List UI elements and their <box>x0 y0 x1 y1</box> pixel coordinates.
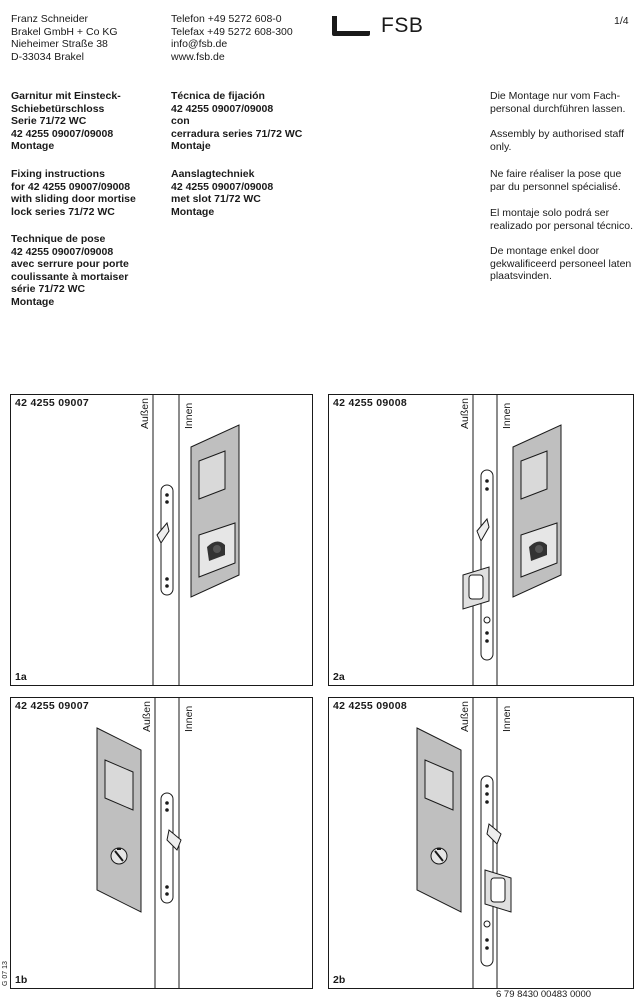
panel-article-code: 42 4255 09008 <box>333 700 407 712</box>
inside-label: Innen <box>183 402 195 429</box>
door-diagram <box>11 698 312 988</box>
door-diagram <box>11 395 312 685</box>
note-en: Assembly by authorised staff only. <box>490 128 625 153</box>
brand-logo <box>329 14 439 40</box>
diagram-panel-1a <box>10 394 313 686</box>
note-fr: Ne faire réaliser la pose que par du personnel spécialisé. <box>490 168 622 193</box>
note-de: Die Montage nur vom Fach- personal durchführen lassen. <box>490 90 626 115</box>
panel-step-number: 1a <box>15 671 27 683</box>
panel-article-code: 42 4255 09007 <box>15 700 89 712</box>
title-es: Técnica de fijación 42 4255 09007/09008 con cerradura series 71/72 WC Montaje <box>171 90 303 152</box>
note-es: El montaje solo podrá ser realizado por personal técnico. <box>490 207 634 232</box>
diagram-panel-1b <box>10 697 313 989</box>
contact-info: Telefon +49 5272 608-0 Telefax +49 5272 608-300 info@fsb.de www.fsb.de <box>171 13 293 63</box>
door-diagram <box>329 698 633 988</box>
handle-logo-icon <box>329 16 371 38</box>
brand-name: FSB <box>381 14 424 37</box>
title-en: Fixing instructions for 42 4255 09007/09008 with sliding door mortise lock series 71/72 WC <box>11 168 136 218</box>
article-number: 6 79 8430 00483 0000 <box>496 989 592 1000</box>
title-fr: Technique de pose 42 4255 09007/09008 avec serrure pour porte coulissante à mortaiser série 71/72 WC Montage <box>11 233 129 308</box>
door-diagram <box>329 395 633 685</box>
panel-step-number: 1b <box>15 974 28 986</box>
panel-step-number: 2a <box>333 671 345 683</box>
title-nl: Aanslagtechniek 42 4255 09007/09008 met slot 71/72 WC Montage <box>171 168 274 218</box>
panel-article-code: 42 4255 09008 <box>333 397 407 409</box>
page-number: 1/4 <box>614 15 629 27</box>
company-address: Franz Schneider Brakel GmbH + Co KG Nieheimer Straße 38 D-33034 Brakel <box>11 13 118 63</box>
diagram-panel-2a <box>328 394 634 686</box>
panel-step-number: 2b <box>333 974 346 986</box>
side-code: G 07 13 <box>2 961 9 986</box>
title-de: Garnitur mit Einsteck- Schiebetürschloss Serie 71/72 WC 42 4255 09007/09008 Montage <box>11 90 121 152</box>
panel-article-code: 42 4255 09007 <box>15 397 89 409</box>
note-nl: De montage enkel door gekwalificeerd personeel laten plaatsvinden. <box>490 245 632 282</box>
outside-label: Außen <box>459 398 471 429</box>
outside-label: Außen <box>141 701 153 732</box>
outside-label: Außen <box>459 701 471 732</box>
diagram-panel-2b <box>328 697 634 989</box>
inside-label: Innen <box>501 705 513 732</box>
outside-label: Außen <box>139 398 151 429</box>
inside-label: Innen <box>501 402 513 429</box>
inside-label: Innen <box>183 705 195 732</box>
